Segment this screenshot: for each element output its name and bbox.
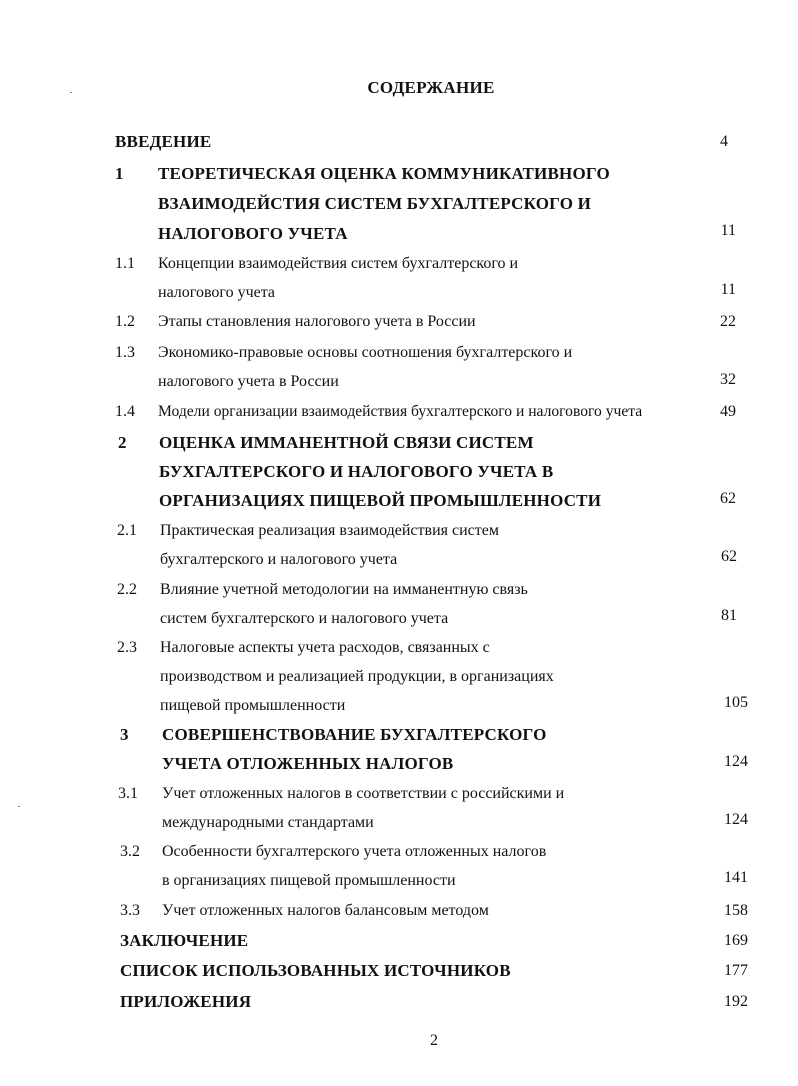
toc-entry-line: ВЗАИМОДЕЙСТИЯ СИСТЕМ БУХГАЛТЕРСКОГО И — [158, 194, 592, 213]
toc-entry-appendices: ПРИЛОЖЕНИЯ — [120, 992, 252, 1011]
toc-page: 22 — [720, 313, 736, 330]
toc-entry-line: систем бухгалтерского и налогового учета — [160, 610, 449, 627]
toc-number: 2.2 — [117, 581, 137, 598]
toc-entry-line: международными стандартами — [162, 814, 374, 831]
toc-page: 62 — [720, 490, 736, 507]
toc-number: 1 — [115, 164, 124, 183]
scan-speck — [18, 806, 20, 807]
toc-page: 177 — [724, 962, 748, 979]
toc-entry-line: Учет отложенных налогов в соответствии с российскими и — [162, 785, 565, 802]
toc-page: 11 — [720, 281, 736, 298]
toc-entry-line: Практическая реализация взаимодействия систем — [160, 522, 499, 539]
toc-entry-line: УЧЕТА ОТЛОЖЕННЫХ НАЛОГОВ — [162, 754, 454, 773]
toc-number: 2 — [118, 433, 127, 452]
toc-entry-line: производством и реализацией продукции, в организациях — [160, 668, 554, 685]
toc-number: 1.2 — [115, 313, 135, 330]
toc-page: 158 — [724, 902, 748, 919]
toc-page: 105 — [724, 694, 748, 711]
toc-entry-line: налогового учета — [158, 284, 275, 301]
toc-page: 32 — [720, 371, 736, 388]
toc-entry-line: пищевой промышленности — [160, 697, 346, 714]
toc-page: 62 — [721, 548, 737, 565]
toc-number: 2.1 — [117, 522, 137, 539]
toc-entry-line: Налоговые аспекты учета расходов, связанных с — [160, 639, 490, 656]
toc-number: 2.3 — [117, 639, 137, 656]
toc-entry-line: в организациях пищевой промышленности — [162, 872, 456, 889]
toc-number: 3.2 — [120, 843, 140, 860]
toc-number: 3 — [120, 725, 129, 744]
toc-page: 169 — [724, 932, 748, 949]
toc-number: 1.4 — [115, 403, 135, 420]
toc-entry-line: ТЕОРЕТИЧЕСКАЯ ОЦЕНКА КОММУНИКАТИВНОГО — [158, 164, 610, 183]
toc-entry-intro: ВВЕДЕНИЕ — [115, 132, 212, 151]
toc-entry-line: ОЦЕНКА ИММАНЕНТНОЙ СВЯЗИ СИСТЕМ — [159, 433, 534, 452]
toc-entry-references: СПИСОК ИСПОЛЬЗОВАННЫХ ИСТОЧНИКОВ — [120, 961, 511, 980]
toc-page: 11 — [720, 222, 736, 239]
toc-entry-line: налогового учета в России — [158, 373, 339, 390]
toc-entry-line: Этапы становления налогового учета в России — [158, 313, 476, 330]
toc-page: 124 — [724, 811, 748, 828]
toc-entry-line: Влияние учетной методологии на имманентную связь — [160, 581, 528, 598]
toc-number: 3.3 — [120, 902, 140, 919]
toc-number: 3.1 — [118, 785, 138, 802]
toc-entry-line: Особенности бухгалтерского учета отложенных налогов — [162, 843, 547, 860]
toc-page: 81 — [721, 607, 737, 624]
toc-page: 192 — [724, 993, 748, 1010]
toc-entry-line: ОРГАНИЗАЦИЯХ ПИЩЕВОЙ ПРОМЫШЛЕННОСТИ — [159, 491, 602, 510]
toc-page: 4 — [720, 133, 728, 150]
toc-page: 49 — [720, 403, 736, 420]
toc-page: 124 — [724, 753, 748, 770]
toc-entry-line: Экономико-правовые основы соотношения бухгалтерского и — [158, 344, 573, 361]
toc-entry-conclusion: ЗАКЛЮЧЕНИЕ — [120, 931, 249, 950]
toc-entry-line: бухгалтерского и налогового учета — [160, 551, 398, 568]
toc-entry-line: БУХГАЛТЕРСКОГО И НАЛОГОВОГО УЧЕТА В — [159, 462, 554, 481]
toc-entry-line: НАЛОГОВОГО УЧЕТА — [158, 224, 348, 243]
toc-entry-line: Модели организации взаимодействия бухгалтерского и налогового учета — [158, 403, 643, 420]
toc-number: 1.3 — [115, 344, 135, 361]
toc-entry-line: Концепции взаимодействия систем бухгалтерского и — [158, 255, 519, 272]
toc-page: 141 — [724, 869, 748, 886]
toc-heading: СОДЕРЖАНИЕ — [367, 78, 495, 97]
toc-entry-line: СОВЕРШЕНСТВОВАНИЕ БУХГАЛТЕРСКОГО — [162, 725, 547, 744]
page-number: 2 — [430, 1032, 438, 1049]
toc-number: 1.1 — [115, 255, 135, 272]
toc-entry-line: Учет отложенных налогов балансовым методом — [162, 902, 489, 919]
